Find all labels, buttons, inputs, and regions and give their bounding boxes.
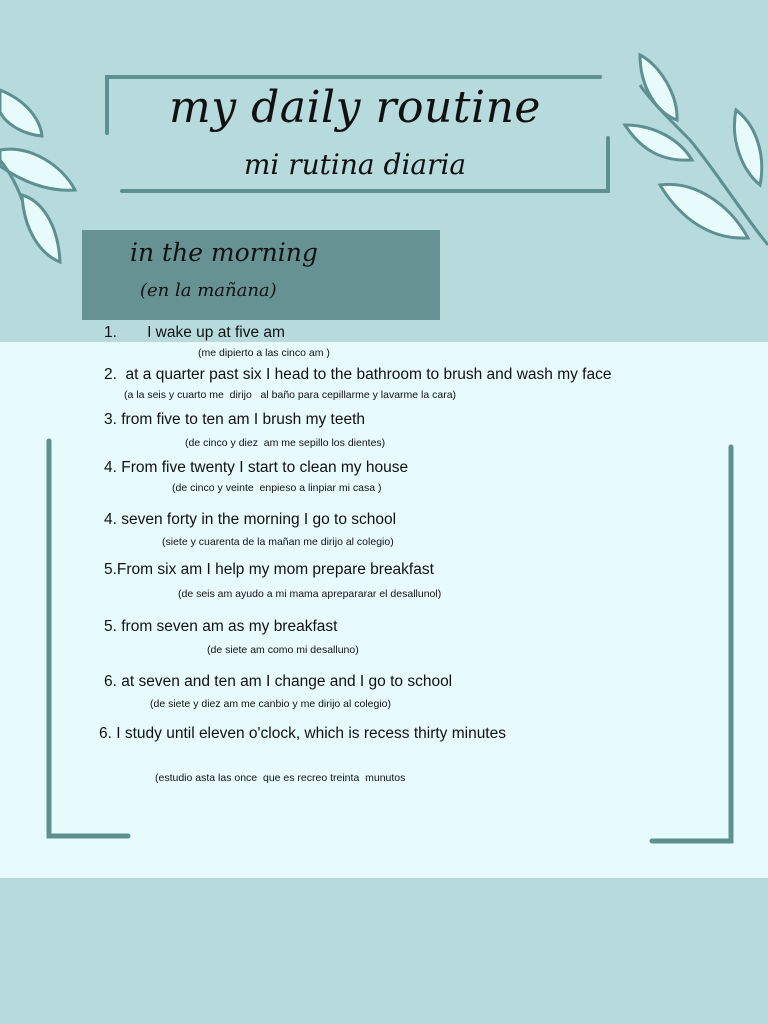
list-item: 2. at a quarter past six I head to the bathroom to brush and wash my face	[104, 366, 612, 383]
leaf-left-icon	[0, 90, 75, 262]
content-bracket-left	[49, 441, 128, 836]
content-bracket-right	[652, 447, 731, 841]
list-item-translation: (a la seis y cuarto me dirijo al baño para cepillarme y lavarme la cara)	[124, 389, 457, 401]
list-item-translation: (de seis am ayudo a mi mama aprepararar el desallunol)	[178, 588, 442, 600]
list-item-translation: (estudio asta las once que es recreo treinta munutos	[155, 772, 406, 784]
page-title: my daily routine	[169, 82, 541, 133]
list-item-translation: (de siete y diez am me canbio y me dirijo al colegio)	[150, 698, 392, 710]
page-subtitle: mi rutina diaria	[243, 148, 467, 181]
list-item: 3. from five to ten am I brush my teeth	[104, 411, 366, 428]
list-item: 5. from seven am as my breakfast	[104, 618, 338, 635]
list-item: 6. I study until eleven o'clock, which is recess thirty minutes	[99, 725, 506, 742]
list-item-translation: (de siete am como mi desalluno)	[207, 644, 359, 656]
section-title: in the morning	[130, 238, 318, 267]
list-item: 1. I wake up at five am	[104, 324, 285, 341]
leaf-right-icon	[625, 55, 768, 245]
list-item-translation: (de cinco y diez am me sepillo los dientes)	[185, 437, 386, 449]
list-item-translation: (me dipierto a las cinco am )	[198, 347, 330, 359]
list-item: 6. at seven and ten am I change and I go to school	[104, 673, 453, 690]
list-item: 4. seven forty in the morning I go to school	[104, 511, 397, 528]
list-item: 4. From five twenty I start to clean my house	[104, 459, 409, 476]
section-subtitle: (en la mañana)	[140, 280, 277, 301]
list-item-translation: (siete y cuarenta de la mañan me dirijo al colegio)	[162, 536, 394, 548]
list-item-translation: (de cinco y veinte enpieso a linpiar mi casa )	[172, 482, 382, 494]
list-item: 5.From six am I help my mom prepare breakfast	[104, 561, 434, 578]
